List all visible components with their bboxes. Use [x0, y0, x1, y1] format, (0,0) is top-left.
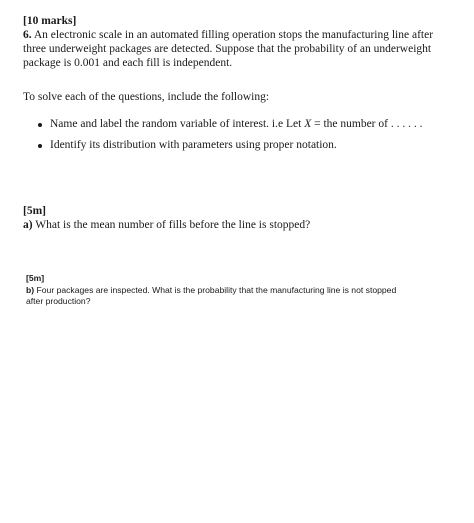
- bullet-1-pre: Name and label the random variable of interest. i.e Let: [50, 118, 305, 130]
- marks-label: [10 marks]: [23, 15, 77, 27]
- part-b-marks: [5m]: [26, 273, 45, 283]
- stem-text-1: An electronic scale in an automated filling operation stops the manufacturing line after: [33, 29, 434, 41]
- random-variable-symbol: X: [304, 118, 312, 130]
- instructions-text: To solve each of the questions, include the following:: [23, 91, 270, 103]
- question-stem-line-1: [23, 28, 462, 42]
- part-b-question-line-1: [26, 285, 462, 296]
- bullet-icon: [38, 123, 42, 127]
- question-stem-line-3: package is 0.001 and each fill is independent.: [23, 57, 233, 69]
- part-a-question: [23, 218, 462, 232]
- part-b-label: b): [26, 285, 35, 295]
- question-stem-line-2: three underweight packages are detected. Suppose that the probability of an underweight: [23, 43, 432, 55]
- bullet-1-post: = the number of . . . . . .: [311, 118, 423, 130]
- question-number: 6.: [23, 29, 32, 41]
- part-a-text: What is the mean number of fills before the line is stopped?: [35, 219, 311, 231]
- bullet-2-text: Identify its distribution with parameters using proper notation.: [50, 139, 337, 151]
- part-a-label: a): [23, 219, 33, 231]
- part-b-question-line-2: after production?: [26, 296, 91, 306]
- part-a-marks: [5m]: [23, 205, 46, 217]
- part-b-text-1: Four packages are inspected. What is the probability that the manufacturing line is not stopped: [36, 285, 397, 295]
- bullet-icon: [38, 144, 42, 148]
